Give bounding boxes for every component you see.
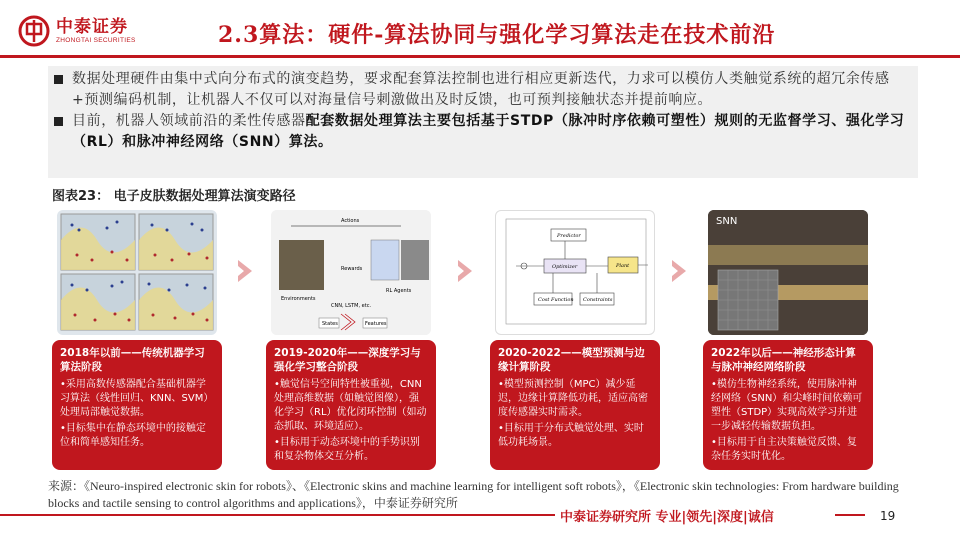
img3-label: Cost Function <box>538 297 574 303</box>
img2-label: CNN, LSTM, etc. <box>331 303 372 309</box>
stage-description-box <box>52 340 222 470</box>
img2-label: Actions <box>341 218 360 224</box>
stage-description-box <box>490 340 660 470</box>
company-logo <box>18 13 168 49</box>
img2-label: Environments <box>281 296 316 302</box>
stage-description-box <box>266 340 436 470</box>
bullet-square-icon <box>54 117 63 126</box>
img2-label: RL Agents <box>386 288 412 294</box>
img2-label: States <box>322 321 338 327</box>
arrow-right-icon <box>456 258 476 284</box>
figure-title: 图表23： 电子皮肤数据处理算法演变路径 <box>52 189 296 204</box>
rl-framework-image <box>271 210 431 335</box>
stage-point: •模型预测控制（MPC）减少延迟，边缘计算降低功耗，适应高密度传感器实时需求。 <box>498 379 648 418</box>
title-divider <box>0 55 960 58</box>
bullet-item-1 <box>54 69 910 111</box>
stage-title: 2020-2022——模型预测与边缘计算阶段 <box>498 347 645 373</box>
stage-card-3 <box>490 210 660 448</box>
arrow-right-icon <box>236 258 256 284</box>
zhongtai-logo-icon <box>18 15 50 47</box>
footer-slogan: 中泰证券研究所 专业|领先|深度|诚信 <box>560 510 774 525</box>
stage-point: •目标用于分布式触觉处理、实时低功耗场景。 <box>498 423 644 448</box>
img3-label: Plant <box>616 263 630 269</box>
stage-description-box <box>703 340 873 470</box>
stage-title: 2018年以前——传统机器学习算法阶段 <box>60 347 205 373</box>
bullet-text: 目前，机器人领域前沿的柔性传感器 <box>72 113 306 129</box>
arrow-right-icon <box>670 258 690 284</box>
page-number: 19 <box>880 509 896 523</box>
img3-label: Optimizer <box>552 264 578 270</box>
summary-bullets <box>48 66 918 178</box>
snn-chip-photo-image <box>708 210 868 335</box>
footer-divider-left <box>0 514 555 516</box>
ml-classification-plots-image <box>57 210 217 335</box>
stage-point: •模仿生物神经系统，使用脉冲神经网络（SNN）和尖峰时间依赖可塑性（STDP）实现高效学习并进一步减轻传输数据负担。 <box>711 379 863 432</box>
logo-cn-text: 中泰证券 <box>56 16 128 37</box>
stage-point: •采用高数传感器配合基础机器学习算法（线性回归、KNN、SVM）处理局部触觉数据。 <box>60 379 214 418</box>
logo-en-text: ZHONGTAI SECURITIES <box>56 36 136 44</box>
stage-title: 2019-2020年——深度学习与强化学习整合阶段 <box>274 347 421 373</box>
bullet-bold-text: 配套数据处理算法主要包括基于STDP（脉冲时序依赖可塑性）规则的无监督学习、强化学习（RL）和脉冲神经网络（SNN）算法。 <box>72 113 905 150</box>
source-citation: 来源：《Neuro-inspired electronic skin for robots》、《Electronic skins and machine learning for intelligent soft robots》，《Electronic skin technologies: From hardware building blocks and tactile sensing to control algorithms and applications》，中泰证券研究所 <box>48 479 899 510</box>
stage-point: •目标用于动态环境中的手势识别和复杂物体交互分析。 <box>274 437 420 462</box>
bullet-text: 数据处理硬件由集中式向分布式的演变趋势，要求配套算法控制也进行相应更新迭代，力求可以模仿人类触觉系统的超冗余传感+预测编码机制，让机器人不仅可以对海量信号刺激做出及时反馈，也可预判接触状态并提前响应。 <box>72 71 890 108</box>
img2-label: Features <box>365 321 387 327</box>
mpc-block-diagram-image <box>495 210 655 335</box>
bullet-square-icon <box>54 75 63 84</box>
bullet-item-2 <box>54 111 910 153</box>
img3-label: Predictor <box>557 233 581 239</box>
stage-point: •目标集中在静态环境中的接触定位和简单感知任务。 <box>60 423 206 448</box>
stage-card-4 <box>703 210 873 462</box>
stage-card-1 <box>52 210 222 448</box>
stage-point: •目标用于自主决策触觉反馈、复杂任务实时优化。 <box>711 437 857 462</box>
stage-title: 2022年以后——神经形态计算与脉冲神经网络阶段 <box>711 347 856 373</box>
img3-label: Constraints <box>583 297 613 303</box>
page-title: 2.3算法：硬件-算法协同与强化学习算法走在技术前沿 <box>218 22 776 48</box>
footer-divider-right <box>835 514 865 516</box>
stage-point: •触觉信号空间特性被重视，CNN处理高维数据（如触觉图像），强化学习（RL）优化闭环控制（如动态抓取、环境适应）。 <box>274 379 427 432</box>
img2-label: Rewards <box>341 266 363 272</box>
img4-label: SNN <box>716 216 738 227</box>
stage-card-2 <box>266 210 436 462</box>
